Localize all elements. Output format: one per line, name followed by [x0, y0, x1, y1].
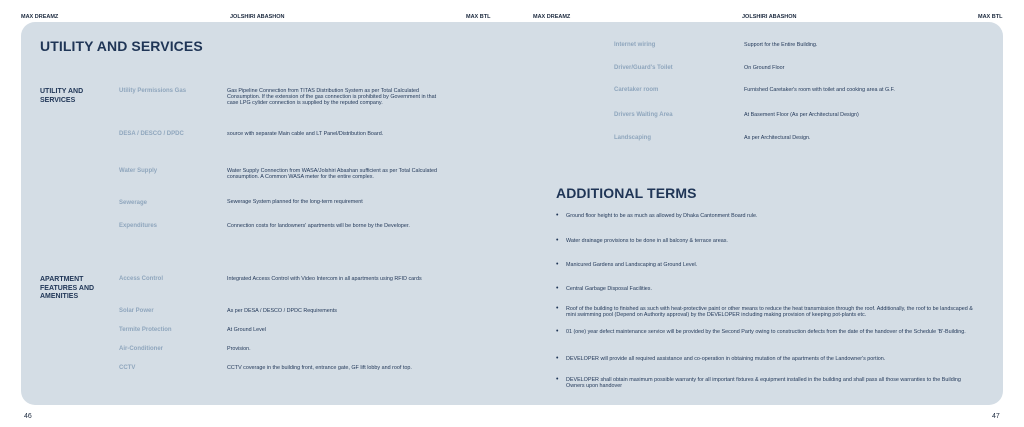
row-value-caretaker: Furnished Caretaker's room with toilet and cooking area at G.F. [744, 87, 895, 93]
row-value-drivers-waiting: At Basement Floor (As per Architectural Design) [744, 112, 859, 118]
row-value-cctv: CCTV coverage in the building front, entrance gate, GF lift lobby and roof top. [227, 365, 412, 371]
row-value-gas: Gas Pipeline Connection from TITAS Distribution System as per Total Calculated Consumption. If the extension of the gas connection is prohibited by Government in that case LPG cylider connection is supplied by the reputed company. [227, 88, 437, 106]
row-label-drivers-waiting: Drivers Waiting Area [614, 112, 673, 118]
term-item: • Roof of the building to finished as such with heat-protective paint or other means to reduce the heat transmission through the roof. Additionally, the roof to be landscaped & mini swimming pool (Depend on Authority approval) by the DEVELOPER including making provision of keeping pot-plants etc. [556, 306, 980, 318]
row-label-cctv: CCTV [119, 365, 136, 371]
row-value-solar: As per DESA / DESCO / DPDC Requirements [227, 308, 337, 314]
term-item: • Ground floor height to be as much as allowed by Dhaka Cantonment Board rule. [556, 213, 980, 219]
row-value-water: Water Supply Connection from WASA/Jolshiri Abashan sufficient as per Total Calculated consumption. A Common WASA meter for the entire complex. [227, 168, 438, 180]
row-label-sewerage: Sewerage [119, 200, 148, 206]
row-label-expenditures: Expenditures [119, 223, 158, 229]
term-item: • Water drainage provisions to be done in all balcony & terrace areas. [556, 238, 980, 244]
row-value-termite: At Ground Level [227, 327, 266, 333]
section-heading-apartment: APARTMENT FEATURES AND AMENITIES [40, 276, 95, 300]
row-label-landscaping: Landscaping [614, 135, 652, 141]
page-title: UTILITY AND SERVICES [40, 38, 203, 54]
row-value-driver-toilet: On Ground Floor [744, 65, 785, 71]
term-item: • DEVELOPER shall obtain maximum possible warranty for all important fixtures & equipment installed in the building and shall pass all those warranties to the Building Owners upon handover [556, 377, 980, 389]
row-label-caretaker: Caretaker room [614, 87, 659, 93]
row-value-desa: source with separate Main cable and LT Panel/Distribution Board. [227, 131, 384, 137]
term-item: • Central Garbage Disposal Facilities. [556, 286, 980, 292]
row-label-internet: Internet wiring [614, 42, 656, 48]
row-label-access-control: Access Control [119, 276, 164, 282]
row-label-driver-toilet: Driver/Guard's Toilet [614, 65, 673, 71]
row-label-solar: Solar Power [119, 308, 154, 314]
row-value-expenditures: Connection costs for landowners' apartments will be borne by the Developer. [227, 223, 410, 229]
row-value-sewerage: Sewerage System planned for the long-term requirement [227, 199, 363, 205]
header-code-right: MAX BTL [978, 14, 1003, 20]
row-value-internet: Support for the Entire Building. [744, 42, 818, 48]
row-label-water: Water Supply [119, 168, 158, 174]
additional-terms-title: ADDITIONAL TERMS [556, 185, 697, 201]
row-label-desa: DESA / DESCO / DPDC [119, 131, 184, 137]
term-item: • Manicured Gardens and Landscaping at Ground Level. [556, 262, 980, 268]
term-item: • DEVELOPER will provide all required assistance and co-operation in obtaining mutation of the apartments of the Landowner's portion. [556, 356, 980, 362]
row-value-landscaping: As per Architectural Design. [744, 135, 811, 141]
section-heading-utility: UTILITY AND SERVICES [40, 88, 84, 104]
header-brand-right: MAX DREAMZ [533, 14, 571, 20]
row-label-termite: Termite Protection [119, 327, 172, 333]
term-item: • 01 (one) year defect maintenance service will be provided by the Second Party owing to construction defects from the date of the handover of the Schedule 'B'-Building. [556, 329, 980, 335]
row-value-air-conditioner: Provision. [227, 346, 251, 352]
header-code-left: MAX BTL [466, 14, 491, 20]
header-project-left: JOLSHIRI ABASHON [230, 14, 285, 20]
row-label-gas: Utility Permissions Gas [119, 88, 187, 94]
page-number-right: 47 [992, 413, 1000, 420]
row-value-access-control: Integrated Access Control with Video Intercom in all apartments using RFID cards [227, 276, 422, 282]
header-brand-left: MAX DREAMZ [21, 14, 59, 20]
page-number-left: 46 [24, 413, 32, 420]
row-label-air-conditioner: Air-Conditioner [119, 346, 163, 352]
header-project-right: JOLSHIRI ABASHON [742, 14, 797, 20]
